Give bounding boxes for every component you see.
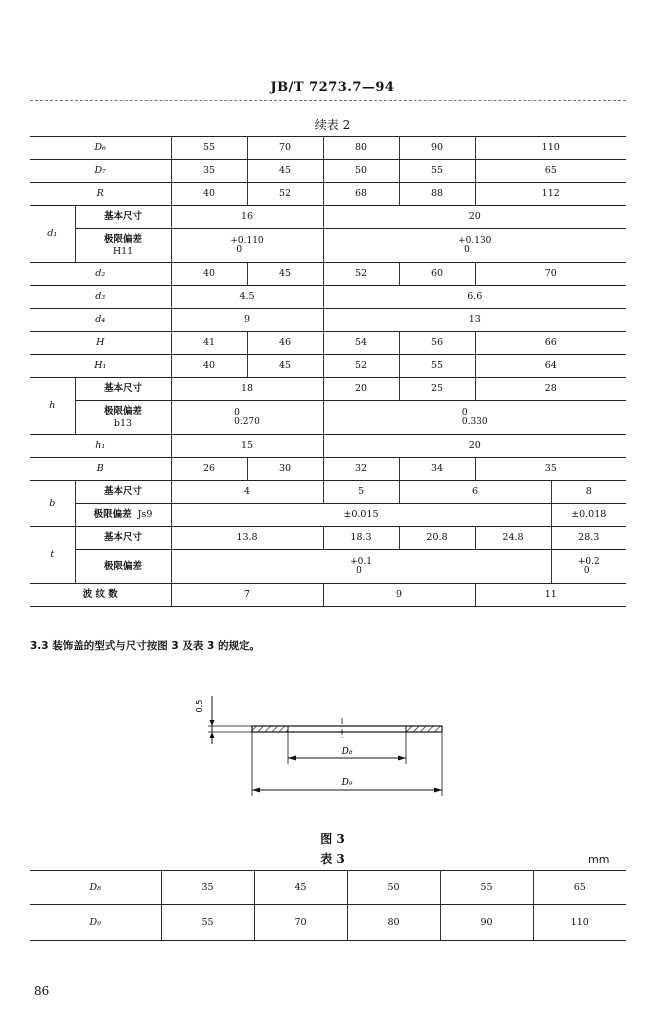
cell: 16 xyxy=(171,206,323,229)
cell: 52 xyxy=(323,263,399,286)
row-label: D₉ xyxy=(30,905,161,941)
cell: 52 xyxy=(247,183,323,206)
cell: 40 xyxy=(171,355,247,378)
cell: 20 xyxy=(323,206,626,229)
cell: 110 xyxy=(533,905,626,941)
table2 xyxy=(30,136,626,607)
thickness-dimension xyxy=(195,696,252,744)
table-row xyxy=(30,504,626,527)
cell: 9 xyxy=(323,584,475,607)
cell: 55 xyxy=(399,160,475,183)
cell: 20 xyxy=(323,378,399,401)
tolerance: 0 0.330 xyxy=(461,407,488,427)
cell: 11 xyxy=(475,584,626,607)
table-row xyxy=(30,401,626,435)
table-row xyxy=(30,309,626,332)
table-row xyxy=(30,550,626,584)
thickness-label: 0.5 xyxy=(195,699,204,713)
cell: 32 xyxy=(323,458,399,481)
cell xyxy=(171,550,551,584)
row-label: H xyxy=(30,332,171,355)
cell: 88 xyxy=(399,183,475,206)
cell: 41 xyxy=(171,332,247,355)
row-label: 波 纹 数 xyxy=(30,584,171,607)
cell: 34 xyxy=(399,458,475,481)
fit-code: H11 xyxy=(112,245,134,257)
cell: 7 xyxy=(171,584,323,607)
sublabel-deviation xyxy=(75,504,171,527)
table-row xyxy=(30,160,626,183)
row-label: H₁ xyxy=(30,355,171,378)
cell: 90 xyxy=(399,137,475,160)
sublabel-deviation xyxy=(75,229,171,263)
table-row xyxy=(30,527,626,550)
sublabel-basic: 基本尺寸 xyxy=(75,481,171,504)
cell: 9 xyxy=(171,309,323,332)
cell: 70 xyxy=(475,263,626,286)
header-rule xyxy=(30,100,626,101)
table-row xyxy=(30,481,626,504)
cell: ±0.018 xyxy=(551,504,626,527)
cell: 35 xyxy=(475,458,626,481)
cell: 6 xyxy=(399,481,551,504)
row-label: h₁ xyxy=(30,435,171,458)
deviation-label: 极限偏差 xyxy=(103,233,142,245)
cell: 70 xyxy=(254,905,347,941)
cell: 45 xyxy=(247,355,323,378)
figure3-caption: 图 3 xyxy=(320,832,345,846)
table-row xyxy=(30,584,626,607)
cell: 80 xyxy=(347,905,440,941)
sublabel-basic: 基本尺寸 xyxy=(75,206,171,229)
outer-diameter-label: D₉ xyxy=(341,778,353,788)
table-row xyxy=(30,871,626,905)
row-label: R xyxy=(30,183,171,206)
document-header: JB/T 7273.7—94 xyxy=(270,80,395,95)
cell: 90 xyxy=(440,905,533,941)
table-row xyxy=(30,332,626,355)
cell: 6.6 xyxy=(323,286,626,309)
row-label: D₇ xyxy=(30,160,171,183)
cell: 26 xyxy=(171,458,247,481)
cell: 28.3 xyxy=(551,527,626,550)
cell: 45 xyxy=(254,871,347,905)
table-row xyxy=(30,458,626,481)
cell: 46 xyxy=(247,332,323,355)
cell xyxy=(323,229,626,263)
table-row xyxy=(30,286,626,309)
cell: 28 xyxy=(475,378,626,401)
cell: 40 xyxy=(171,263,247,286)
cell: 30 xyxy=(247,458,323,481)
cell: 15 xyxy=(171,435,323,458)
cell: 110 xyxy=(475,137,626,160)
table3 xyxy=(30,870,626,941)
row-label: B xyxy=(30,458,171,481)
cell: 18.3 xyxy=(323,527,399,550)
cell: 55 xyxy=(399,355,475,378)
sublabel-deviation xyxy=(75,401,171,435)
cell: 45 xyxy=(247,160,323,183)
cell: 52 xyxy=(323,355,399,378)
row-label: d₃ xyxy=(30,286,171,309)
cell: 65 xyxy=(533,871,626,905)
cell: 13 xyxy=(323,309,626,332)
cell xyxy=(323,401,626,435)
section-text: 3.3 装饰盖的型式与尺寸按图 3 及表 3 的规定。 xyxy=(30,640,260,652)
table-row xyxy=(30,378,626,401)
table3-caption: 表 3 xyxy=(320,852,345,866)
row-label: t xyxy=(30,527,75,584)
cell: 66 xyxy=(475,332,626,355)
row-label: d₂ xyxy=(30,263,171,286)
cell: 24.8 xyxy=(475,527,551,550)
table-row xyxy=(30,355,626,378)
cell: 56 xyxy=(399,332,475,355)
cell: 55 xyxy=(161,905,254,941)
table-row xyxy=(30,206,626,229)
cell: 55 xyxy=(440,871,533,905)
cell: 50 xyxy=(347,871,440,905)
cell xyxy=(551,550,626,584)
cell: 20.8 xyxy=(399,527,475,550)
cell: 4.5 xyxy=(171,286,323,309)
fit-code: b13 xyxy=(113,417,133,429)
row-label: b xyxy=(30,481,75,527)
deviation-label: 极限偏差 xyxy=(93,509,132,520)
table-row xyxy=(30,137,626,160)
cell: 40 xyxy=(171,183,247,206)
row-label: h xyxy=(30,378,75,435)
tolerance: +0.110 0 xyxy=(230,235,264,255)
cell: 18 xyxy=(171,378,323,401)
row-label: d₁ xyxy=(30,206,75,263)
fit-code: Js9 xyxy=(137,509,153,520)
table-row xyxy=(30,905,626,941)
cell: 4 xyxy=(171,481,323,504)
cell: 65 xyxy=(475,160,626,183)
cell: 112 xyxy=(475,183,626,206)
tolerance: +0.1 0 xyxy=(350,556,372,576)
table-row xyxy=(30,263,626,286)
cell: 80 xyxy=(323,137,399,160)
row-label: D₈ xyxy=(30,871,161,905)
cell: 54 xyxy=(323,332,399,355)
cell: 45 xyxy=(247,263,323,286)
cell: 50 xyxy=(323,160,399,183)
table3-unit: mm xyxy=(588,853,610,866)
row-label: D₆ xyxy=(30,137,171,160)
tolerance: +0.2 0 xyxy=(577,556,600,576)
row-label: d₄ xyxy=(30,309,171,332)
cell: 25 xyxy=(399,378,475,401)
cell xyxy=(171,401,323,435)
cover-section xyxy=(252,718,442,740)
cell: 20 xyxy=(323,435,626,458)
sublabel-basic: 基本尺寸 xyxy=(75,378,171,401)
cell: ±0.015 xyxy=(171,504,551,527)
outer-diameter-dimension xyxy=(252,732,442,796)
sublabel-deviation: 极限偏差 xyxy=(75,550,171,584)
cell: 68 xyxy=(323,183,399,206)
cell: 70 xyxy=(247,137,323,160)
sublabel-basic: 基本尺寸 xyxy=(75,527,171,550)
tolerance: +0.130 0 xyxy=(458,235,492,255)
figure3-drawing xyxy=(190,686,450,804)
table-row xyxy=(30,183,626,206)
inner-diameter-label: D₈ xyxy=(341,747,353,757)
cell: 64 xyxy=(475,355,626,378)
page-number: 86 xyxy=(34,984,50,998)
table-row xyxy=(30,229,626,263)
cell: 5 xyxy=(323,481,399,504)
table-row xyxy=(30,435,626,458)
table2-caption: 续表 2 xyxy=(314,118,351,132)
cell: 35 xyxy=(171,160,247,183)
inner-diameter-dimension xyxy=(288,732,406,764)
cell: 55 xyxy=(171,137,247,160)
deviation-label: 极限偏差 xyxy=(103,405,142,417)
cell xyxy=(171,229,323,263)
tolerance: 0 0.270 xyxy=(234,407,260,427)
cell: 60 xyxy=(399,263,475,286)
cell: 13.8 xyxy=(171,527,323,550)
cell: 35 xyxy=(161,871,254,905)
cell: 8 xyxy=(551,481,626,504)
